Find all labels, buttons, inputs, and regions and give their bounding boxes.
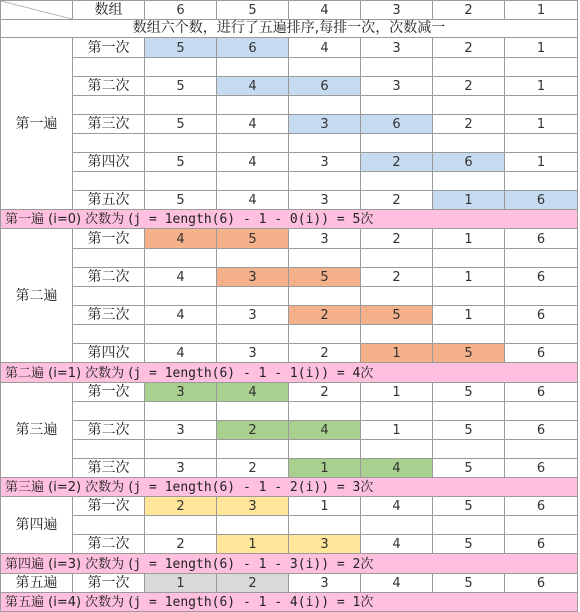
spacer-cell	[289, 249, 361, 268]
value-cell: 5	[433, 383, 505, 402]
spacer-cell	[289, 96, 361, 115]
step-label: 第二次	[73, 268, 145, 287]
spacer-cell	[145, 402, 217, 421]
spacer-cell	[361, 402, 433, 421]
value-cell: 3	[217, 344, 289, 363]
spacer-cell	[433, 440, 505, 459]
step-label: 第二次	[73, 535, 145, 554]
spacer-cell	[73, 325, 145, 344]
spacer-cell	[361, 58, 433, 77]
spacer-cell	[505, 172, 578, 191]
value-cell: 1	[433, 306, 505, 325]
spacer-cell	[361, 287, 433, 306]
value-cell: 2	[433, 115, 505, 134]
spacer-cell	[433, 134, 505, 153]
spacer-cell	[505, 440, 578, 459]
value-cell: 3	[289, 191, 361, 210]
value-cell: 2	[217, 459, 289, 478]
value-cell: 6	[505, 306, 578, 325]
value-cell: 1	[505, 77, 578, 96]
spacer-cell	[217, 134, 289, 153]
step-label: 第一次	[73, 383, 145, 402]
spacer-cell	[145, 134, 217, 153]
description-row: 数组六个数，进行了五遍排序,每排一次，次数减一	[0, 20, 578, 38]
spacer-cell	[145, 58, 217, 77]
spacer-cell	[505, 516, 578, 535]
spacer-cell	[73, 58, 145, 77]
swapped-value-cell: 5	[145, 38, 217, 58]
pass-label: 第一遍	[0, 38, 73, 210]
spacer-cell	[217, 440, 289, 459]
value-cell: 5	[145, 77, 217, 96]
value-cell: 6	[505, 229, 578, 249]
header-value: 2	[433, 0, 505, 20]
summary-suffix: 次	[360, 480, 374, 495]
pass-summary-banner	[0, 554, 578, 574]
spacer-cell	[73, 402, 145, 421]
swapped-value-cell: 1	[433, 191, 505, 210]
spacer-cell	[217, 172, 289, 191]
swapped-value-cell: 2	[361, 153, 433, 172]
value-cell: 3	[145, 459, 217, 478]
pass-label: 第三遍	[0, 383, 73, 478]
value-cell: 5	[433, 535, 505, 554]
spacer-cell	[145, 325, 217, 344]
header-value: 1	[505, 0, 578, 20]
value-cell: 4	[217, 191, 289, 210]
spacer-cell	[145, 440, 217, 459]
value-cell: 2	[433, 38, 505, 58]
spacer-cell	[505, 249, 578, 268]
spacer-cell	[217, 249, 289, 268]
swapped-value-cell: 5	[433, 344, 505, 363]
value-cell: 1	[361, 421, 433, 440]
step-label: 第五次	[73, 191, 145, 210]
summary-formula: j = 1ength(6) - 1 - 4(i)) = 1	[133, 595, 361, 610]
swapped-value-cell: 2	[217, 421, 289, 440]
value-cell: 5	[433, 497, 505, 516]
pass-label: 第二遍	[0, 229, 73, 363]
value-cell: 6	[505, 574, 578, 593]
value-cell: 2	[289, 344, 361, 363]
swapped-value-cell: 4	[217, 77, 289, 96]
spacer-cell	[217, 402, 289, 421]
spacer-cell	[361, 134, 433, 153]
value-cell: 6	[505, 535, 578, 554]
swapped-value-cell: 2	[217, 574, 289, 593]
spacer-cell	[361, 516, 433, 535]
spacer-cell	[145, 287, 217, 306]
value-cell: 3	[361, 38, 433, 58]
value-cell: 5	[145, 153, 217, 172]
spacer-cell	[73, 516, 145, 535]
value-cell: 5	[145, 191, 217, 210]
pass-label: 第四遍	[0, 497, 73, 554]
swapped-value-cell: 5	[289, 268, 361, 287]
summary-prefix: 第四遍 (i=3) 次数为 (	[5, 557, 134, 572]
spacer-cell	[433, 172, 505, 191]
value-cell: 4	[145, 268, 217, 287]
value-cell: 3	[289, 574, 361, 593]
swapped-value-cell: 4	[217, 383, 289, 402]
swapped-value-cell: 3	[289, 115, 361, 134]
value-cell: 1	[505, 38, 578, 58]
value-cell: 4	[361, 497, 433, 516]
step-label: 第二次	[73, 421, 145, 440]
value-cell: 2	[361, 229, 433, 249]
value-cell: 6	[505, 421, 578, 440]
swapped-value-cell: 5	[361, 306, 433, 325]
spacer-cell	[145, 249, 217, 268]
value-cell: 5	[145, 115, 217, 134]
spacer-cell	[289, 325, 361, 344]
spacer-cell	[505, 96, 578, 115]
value-cell: 4	[361, 574, 433, 593]
value-cell: 6	[505, 344, 578, 363]
spacer-cell	[289, 516, 361, 535]
swapped-value-cell: 4	[361, 459, 433, 478]
swapped-value-cell: 1	[217, 535, 289, 554]
value-cell: 2	[433, 77, 505, 96]
header-corner	[0, 0, 73, 20]
value-cell: 4	[289, 38, 361, 58]
value-cell: 3	[289, 153, 361, 172]
value-cell: 4	[145, 306, 217, 325]
step-label: 第一次	[73, 38, 145, 58]
step-label: 第一次	[73, 229, 145, 249]
step-label: 第三次	[73, 306, 145, 325]
swapped-value-cell: 1	[289, 459, 361, 478]
swapped-value-cell: 2	[289, 306, 361, 325]
header-value: 5	[217, 0, 289, 20]
spacer-cell	[361, 172, 433, 191]
spacer-cell	[505, 402, 578, 421]
summary-suffix: 次	[360, 366, 374, 381]
step-label: 第四次	[73, 153, 145, 172]
value-cell: 1	[433, 268, 505, 287]
swapped-value-cell: 3	[289, 535, 361, 554]
spacer-cell	[145, 96, 217, 115]
value-cell: 6	[505, 268, 578, 287]
value-cell: 2	[145, 535, 217, 554]
value-cell: 4	[217, 115, 289, 134]
spacer-cell	[361, 249, 433, 268]
value-cell: 1	[433, 229, 505, 249]
value-cell: 2	[289, 383, 361, 402]
spacer-cell	[217, 96, 289, 115]
step-label: 第一次	[73, 574, 145, 593]
swapped-value-cell: 2	[145, 497, 217, 516]
spacer-cell	[289, 134, 361, 153]
spacer-cell	[433, 325, 505, 344]
pass-summary-banner	[0, 363, 578, 383]
summary-formula: j = 1ength(6) - 1 - 0(i)) = 5	[133, 212, 361, 227]
spacer-cell	[433, 516, 505, 535]
swapped-value-cell: 3	[217, 497, 289, 516]
pass-summary-banner	[0, 593, 578, 612]
spacer-cell	[73, 172, 145, 191]
swapped-value-cell: 6	[289, 77, 361, 96]
spacer-cell	[289, 287, 361, 306]
value-cell: 2	[361, 191, 433, 210]
summary-prefix: 第一遍 (i=0) 次数为 (	[5, 212, 134, 227]
spacer-cell	[433, 402, 505, 421]
spacer-cell	[433, 287, 505, 306]
spacer-cell	[289, 58, 361, 77]
swapped-value-cell: 1	[145, 574, 217, 593]
pass-summary-banner	[0, 478, 578, 497]
spacer-cell	[433, 58, 505, 77]
value-cell: 4	[145, 344, 217, 363]
swapped-value-cell: 6	[361, 115, 433, 134]
spacer-cell	[289, 440, 361, 459]
header-value: 6	[145, 0, 217, 20]
summary-prefix: 第二遍 (i=1) 次数为 (	[5, 366, 134, 381]
spacer-cell	[145, 516, 217, 535]
summary-formula: j = 1ength(6) - 1 - 1(i)) = 4	[133, 366, 361, 381]
swapped-value-cell: 4	[289, 421, 361, 440]
header-label: 数组	[73, 0, 145, 20]
swapped-value-cell: 6	[217, 38, 289, 58]
spacer-cell	[433, 249, 505, 268]
spacer-cell	[145, 172, 217, 191]
value-cell: 5	[433, 459, 505, 478]
swapped-value-cell: 6	[433, 153, 505, 172]
value-cell: 1	[505, 153, 578, 172]
value-cell: 3	[217, 306, 289, 325]
value-cell: 1	[289, 497, 361, 516]
spacer-cell	[505, 325, 578, 344]
value-cell: 1	[505, 115, 578, 134]
spacer-cell	[505, 134, 578, 153]
header-value: 4	[289, 0, 361, 20]
swapped-value-cell: 1	[361, 344, 433, 363]
summary-formula: j = 1ength(6) - 1 - 3(i)) = 2	[133, 557, 361, 572]
spacer-cell	[217, 516, 289, 535]
value-cell: 4	[217, 153, 289, 172]
value-cell: 3	[361, 77, 433, 96]
swapped-value-cell: 3	[217, 268, 289, 287]
value-cell: 6	[505, 459, 578, 478]
spacer-cell	[505, 287, 578, 306]
step-label: 第三次	[73, 459, 145, 478]
step-label: 第三次	[73, 115, 145, 134]
pass-label: 第五遍	[0, 574, 73, 593]
step-label: 第二次	[73, 77, 145, 96]
spacer-cell	[73, 440, 145, 459]
value-cell: 6	[505, 383, 578, 402]
value-cell: 6	[505, 497, 578, 516]
value-cell: 5	[433, 421, 505, 440]
summary-suffix: 次	[360, 557, 374, 572]
spacer-cell	[73, 287, 145, 306]
spacer-cell	[361, 325, 433, 344]
spacer-cell	[361, 440, 433, 459]
spacer-cell	[361, 96, 433, 115]
spacer-cell	[217, 325, 289, 344]
header-value: 3	[361, 0, 433, 20]
summary-suffix: 次	[360, 595, 374, 610]
value-cell: 4	[361, 535, 433, 554]
pass-summary-banner	[0, 210, 578, 229]
summary-formula: j = 1ength(6) - 1 - 2(i)) = 3	[133, 480, 361, 495]
swapped-value-cell: 6	[505, 191, 578, 210]
value-cell: 2	[361, 268, 433, 287]
spacer-cell	[217, 58, 289, 77]
step-label: 第一次	[73, 497, 145, 516]
swapped-value-cell: 3	[145, 383, 217, 402]
summary-prefix: 第三遍 (i=2) 次数为 (	[5, 480, 134, 495]
spacer-cell	[73, 249, 145, 268]
spacer-cell	[289, 402, 361, 421]
spacer-cell	[73, 134, 145, 153]
value-cell: 5	[433, 574, 505, 593]
value-cell: 1	[361, 383, 433, 402]
spacer-cell	[73, 96, 145, 115]
spacer-cell	[289, 172, 361, 191]
spacer-cell	[505, 58, 578, 77]
swapped-value-cell: 5	[217, 229, 289, 249]
spacer-cell	[433, 96, 505, 115]
swapped-value-cell: 4	[145, 229, 217, 249]
value-cell: 3	[145, 421, 217, 440]
value-cell: 3	[289, 229, 361, 249]
spacer-cell	[217, 287, 289, 306]
summary-prefix: 第五遍 (i=4) 次数为 (	[5, 595, 134, 610]
step-label: 第四次	[73, 344, 145, 363]
summary-suffix: 次	[360, 212, 374, 227]
